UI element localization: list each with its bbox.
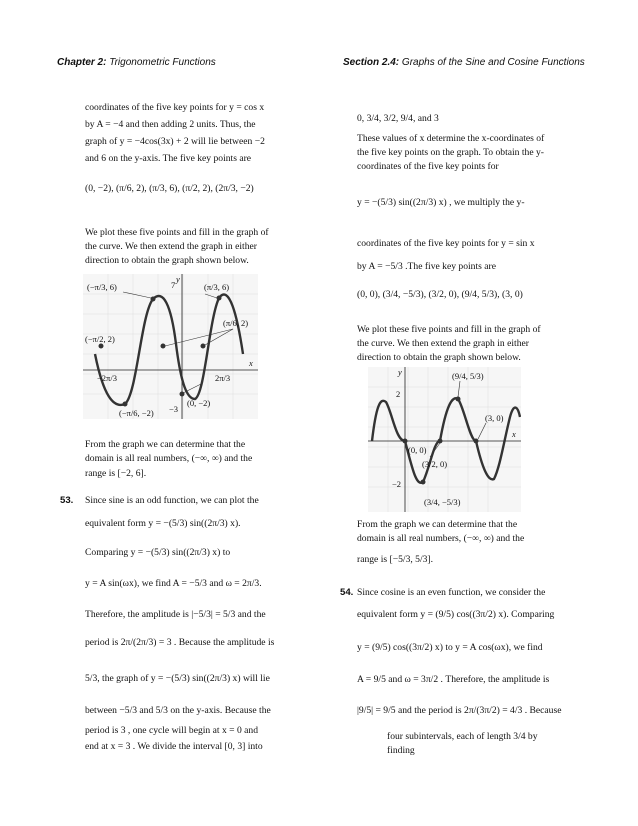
text-line: These values of x determine the x-coordinates of <box>357 133 545 144</box>
text-line: range is [−5/3, 5/3]. <box>357 554 434 565</box>
label-neg-pi-3-6: (−π/3, 6) <box>87 282 117 292</box>
text-line: direction to obtain the graph shown below. <box>85 255 249 266</box>
label-9-4-5-3: (9/4, 5/3) <box>452 371 484 381</box>
text-line: range is [−2, 6]. <box>85 468 147 479</box>
text-line: graph of y = −4cos(3x) + 2 will lie between −2 <box>85 136 265 147</box>
point-marker <box>161 344 166 349</box>
label-pi-6-2: (π/6, 2) <box>223 318 249 328</box>
text-line: y = −(5/3) sin((2π/3) x) , we multiply the y- <box>357 197 525 208</box>
text-line: y = (9/5) cos((3π/2) x) to y = A cos(ωx), we find <box>357 642 543 653</box>
point-marker <box>123 402 128 407</box>
label-neg-pi-2-2: (−π/2, 2) <box>85 334 115 344</box>
text-line: the curve. We then extend the graph in either <box>85 241 257 252</box>
text-line: Comparing y = −(5/3) sin((2π/3) x) to <box>85 547 231 558</box>
text-line: 5/3, the graph of y = −(5/3) sin((2π/3) x) will lie <box>85 673 270 684</box>
text-line: equivalent form y = (9/5) cos((3π/2) x). Comparing <box>357 609 555 620</box>
label-3-2-0: (3/2, 0) <box>422 459 448 469</box>
text-line: We plot these five points and fill in the graph of <box>85 227 269 238</box>
axis-x-label: x <box>512 429 516 439</box>
label-3-0: (3, 0) <box>485 413 504 423</box>
tick-7: 7 <box>171 280 176 290</box>
text-line: domain is all real numbers, (−∞, ∞) and the <box>357 533 525 544</box>
text-line: direction to obtain the graph shown below. <box>357 352 521 363</box>
point-marker <box>403 439 408 444</box>
section-title: Graphs of the Sine and Cosine Functions <box>399 57 585 68</box>
text-line: by A = −4 and then adding 2 units. Thus, the <box>85 119 256 130</box>
key-points: (0, 0), (3/4, −5/3), (3/2, 0), (9/4, 5/3), (3, 0) <box>357 289 523 300</box>
point-marker <box>151 297 156 302</box>
text-line: end at x = 3 . We divide the interval [0, 3] into <box>85 741 263 752</box>
point-marker <box>474 439 479 444</box>
section-header <box>343 57 585 68</box>
tick-neg-2pi-3: −2π/3 <box>97 373 117 383</box>
point-marker <box>201 344 206 349</box>
key-points: (0, −2), (π/6, 2), (π/3, 6), (π/2, 2), (2π/3, −2) <box>85 183 254 194</box>
chapter-header <box>57 57 216 68</box>
point-marker <box>456 397 461 402</box>
text-line: From the graph we can determine that the <box>85 439 246 450</box>
text-line: finding <box>387 745 415 756</box>
label-pi-3-6: (π/3, 6) <box>204 282 230 292</box>
point-marker <box>217 296 222 301</box>
axis-y-label: y <box>176 274 180 284</box>
section-label: Section 2.4: <box>343 57 400 68</box>
text-line: Since cosine is an even function, we consider the <box>357 587 546 598</box>
point-marker <box>180 392 185 397</box>
axis-x-label: x <box>249 358 253 368</box>
text-line: between −5/3 and 5/3 on the y-axis. Because the <box>85 705 271 716</box>
text-line: y = A sin(ωx), we find A = −5/3 and ω = 2π/3. <box>85 578 262 589</box>
text-line: the five key points on the graph. To obtain the y- <box>357 147 544 158</box>
tick-2pi-3: 2π/3 <box>215 373 231 383</box>
text-line: by A = −5/3 .The five key points are <box>357 261 496 272</box>
cosine-graph <box>83 274 258 419</box>
sine-graph <box>368 367 521 512</box>
text-line: Since sine is an odd function, we can plot the <box>85 495 259 506</box>
text-line: period is 3 , one cycle will begin at x = 0 and <box>85 725 258 736</box>
chapter-title: Trigonometric Functions <box>106 57 216 68</box>
text-line: We plot these five points and fill in the graph of <box>357 324 541 335</box>
text-line: period is 2π/(2π/3) = 3 . Because the amplitude is <box>85 637 275 648</box>
point-marker <box>438 439 443 444</box>
problem-number-54: 54. <box>340 587 354 598</box>
text-line: coordinates of the five key points for <box>357 161 499 172</box>
tick-neg2: −2 <box>392 479 402 489</box>
label-0-0: (0, 0) <box>408 445 427 455</box>
tick-2: 2 <box>396 389 401 399</box>
text-line: four subintervals, each of length 3/4 by <box>387 731 538 742</box>
point-marker <box>421 480 426 485</box>
axis-y-label: y <box>398 367 402 377</box>
tick-neg3: −3 <box>169 404 179 414</box>
text-line: and 6 on the y-axis. The five key points are <box>85 153 252 164</box>
label-3-4-neg5-3: (3/4, −5/3) <box>424 497 461 507</box>
text-line: domain is all real numbers, (−∞, ∞) and the <box>85 453 253 464</box>
text-line: 0, 3/4, 3/2, 9/4, and 3 <box>357 113 439 124</box>
point-marker <box>99 344 104 349</box>
text-line: equivalent form y = −(5/3) sin((2π/3) x). <box>85 518 241 529</box>
chapter-label: Chapter 2: <box>57 57 107 68</box>
label-neg-pi-6-neg2: (−π/6, −2) <box>119 408 154 418</box>
text-line: From the graph we can determine that the <box>357 519 518 530</box>
text-line: Therefore, the amplitude is |−5/3| = 5/3 and the <box>85 609 266 620</box>
label-origin-neg2: (0, −2) <box>187 398 211 408</box>
text-line: |9/5| = 9/5 and the period is 2π/(3π/2) = 4/3 . Because <box>357 705 562 716</box>
text-line: A = 9/5 and ω = 3π/2 . Therefore, the amplitude is <box>357 674 550 685</box>
problem-number-53: 53. <box>60 495 74 506</box>
text-line: coordinates of the five key points for y = sin x <box>357 238 535 249</box>
text-line: the curve. We then extend the graph in either <box>357 338 529 349</box>
text-line: coordinates of the five key points for y = cos x <box>85 102 265 113</box>
